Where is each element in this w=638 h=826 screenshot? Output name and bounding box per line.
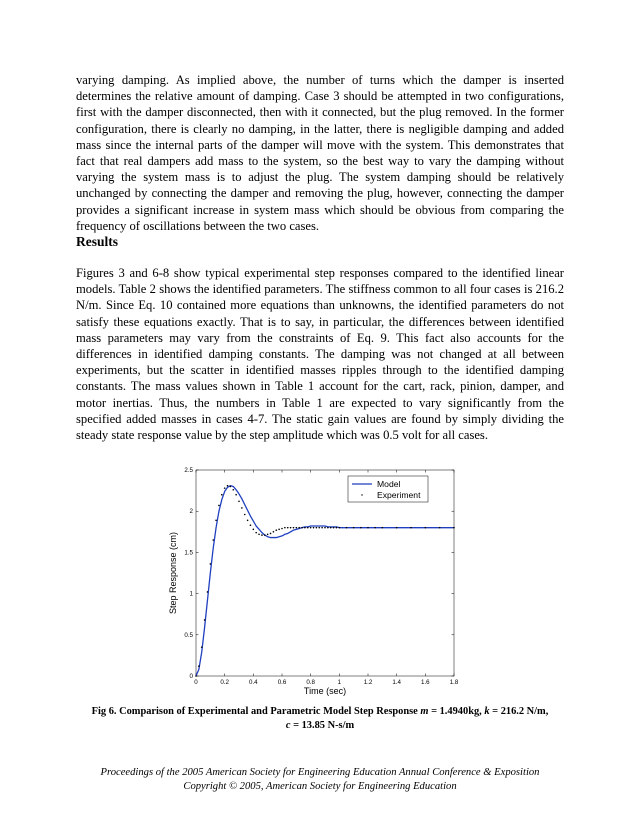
figure-step-response (160, 462, 460, 700)
y-tick-label: 0.5 (184, 631, 193, 639)
series-experiment-point (410, 527, 412, 529)
series-experiment-point (374, 527, 376, 529)
series-experiment-point (318, 527, 320, 529)
series-experiment-point (346, 527, 348, 529)
footer-line-2: Copyright © 2005, American Society for Engineering Education (183, 781, 457, 792)
caption-m-symbol: m (420, 706, 429, 717)
series-experiment-point (425, 527, 427, 529)
series-experiment-point (201, 646, 203, 648)
x-tick-label: 0 (194, 679, 198, 686)
series-experiment-point (327, 527, 329, 529)
series-experiment-point (353, 527, 355, 529)
series-experiment-point (204, 619, 206, 621)
series-experiment-point (316, 527, 318, 529)
series-experiment-point (227, 485, 229, 487)
x-tick-label: 0.6 (277, 679, 287, 686)
series-experiment-point (307, 527, 309, 529)
series-experiment-point (207, 591, 209, 593)
series-experiment-point (296, 527, 298, 529)
series-experiment-point (336, 527, 338, 529)
series-experiment-point (218, 505, 220, 507)
caption-text: Fig 6. Comparison of Experimental and Parametric Model Step Response (91, 706, 421, 717)
series-experiment-point (339, 527, 341, 529)
step-response-chart (160, 462, 460, 700)
series-experiment-point (439, 527, 441, 529)
footer-line-1: Proceedings of the 2005 American Society for Engineering Education Annual Conference & Exposition (100, 767, 540, 778)
series-experiment-point (453, 527, 455, 529)
series-experiment-point (210, 563, 212, 565)
series-experiment-point (298, 527, 300, 529)
series-experiment-point (275, 529, 277, 531)
series-experiment-point (290, 527, 292, 529)
series-experiment-point (235, 494, 237, 496)
series-experiment-point (281, 528, 283, 530)
caption-m-value: = 1.4940kg, (428, 706, 485, 717)
legend-model-label: Model (377, 479, 401, 489)
legend-experiment-label: Experiment (377, 490, 421, 500)
x-tick-label: 0.2 (220, 679, 229, 686)
series-experiment-point (273, 531, 275, 533)
x-tick-label: 1 (337, 679, 342, 686)
y-tick-label: 0 (189, 673, 193, 680)
body-paragraph-2: Figures 3 and 6-8 show typical experimental step responses compared to the identified linear models. Table 2 shows the identified parameters. The stiffness common to all four cases is 216.2 N/m. Since Eq. 10 contained more equations than unknowns, the identified parameters do not satisfy these equations exactly. That is to say, in particular, the differences between identified mass parameters may vary from the constraints of Eq. 9. This fact also accounts for the differences in identified damping constants. The damping was not changed at all between experiments, but the scatter in identified masses ripples through to the identified damping constants. The mass values shown in Table 1 account for the cart, rack, pinion, damper, and motor inertias. Thus, the numbers in Table 1 are expected to vary significantly from the specified added masses in cases 4-7. The static gain values are found by simply dividing the steady state response value by the step amplitude which was 0.5 volt for all cases. (76, 266, 564, 443)
series-experiment-point (324, 527, 326, 529)
x-axis-label: Time (sec) (303, 686, 347, 696)
series-model-line (196, 486, 454, 676)
series-experiment-point (396, 527, 398, 529)
series-experiment-point (247, 519, 249, 521)
series-experiment-point (264, 534, 266, 536)
series-experiment-point (301, 527, 303, 529)
y-tick-label: 1 (189, 590, 193, 598)
series-experiment-point (367, 527, 369, 529)
page-footer (76, 766, 564, 794)
x-tick-label: 1.4 (392, 679, 401, 686)
x-tick-label: 1.6 (421, 679, 430, 686)
caption-c-value: = 13.85 N-s/m (290, 720, 355, 731)
series-experiment-point (382, 527, 384, 529)
series-experiment-point (241, 507, 243, 509)
legend-experiment-swatch (361, 494, 362, 495)
series-experiment-point (255, 532, 257, 534)
series-experiment-point (310, 527, 312, 529)
chart-legend (348, 476, 428, 502)
x-tick-label: 0.4 (249, 679, 258, 686)
series-experiment-point (221, 494, 223, 496)
series-experiment-point (287, 527, 289, 529)
series-experiment-point (250, 524, 252, 526)
caption-k-symbol: k (484, 706, 490, 717)
series-experiment-point (270, 533, 272, 535)
series-experiment-point (230, 486, 232, 488)
series-experiment-point (333, 527, 335, 529)
x-tick-label: 0.8 (306, 679, 315, 686)
series-experiment-point (212, 539, 214, 541)
series-experiment-point (258, 533, 260, 535)
series-experiment-point (313, 527, 315, 529)
series-experiment-point (224, 487, 226, 489)
series-experiment-point (195, 675, 197, 677)
x-tick-label: 1.2 (363, 679, 373, 686)
figure-caption (76, 705, 564, 733)
series-experiment-point (198, 665, 200, 667)
series-experiment-point (232, 489, 234, 491)
section-heading-results: Results (76, 234, 119, 249)
chart-series (195, 485, 455, 677)
series-experiment-point (261, 534, 263, 536)
series-experiment-point (293, 527, 295, 529)
y-axis-label: Step Response (cm) (168, 531, 178, 615)
y-tick-label: 1.5 (184, 549, 193, 557)
series-experiment-point (304, 527, 306, 529)
caption-c-symbol: c (285, 720, 291, 731)
series-experiment-point (278, 529, 280, 531)
series-experiment-point (284, 527, 286, 529)
y-tick-label: 2.5 (184, 467, 193, 474)
caption-k-value: = 216.2 N/m, (489, 706, 549, 717)
body-paragraph-1: varying damping. As implied above, the number of turns which the damper is inserted determines the relative amount of damping. Case 3 should be attempted in two configurations, first with the damper disconnected, then with it connected, but the plug removed. In the former configuration, there is clearly no damping, in the latter, there is negligible damping and added mass since the internal parts of the damper will move with the system. This demonstrates that fact that real dampers add mass to the system, so the best way to vary the damping without varying the system mass is to adjust the plug. The system damping should be relatively unchanged by connecting the damper and removing the plug, however, connecting the damper provides a significant increase in system mass which should be obvious from comparing the frequency of oscillations between the two cases. (76, 73, 564, 233)
series-experiment-point (215, 519, 217, 521)
y-tick-label: 2 (189, 508, 193, 516)
series-experiment-point (330, 527, 332, 529)
series-experiment-point (360, 527, 362, 529)
series-experiment-point (244, 514, 246, 516)
series-experiment-point (238, 501, 240, 503)
series-experiment-point (267, 533, 269, 535)
x-tick-label: 1.8 (449, 679, 459, 686)
series-experiment-point (253, 529, 255, 531)
series-experiment-point (321, 527, 323, 529)
